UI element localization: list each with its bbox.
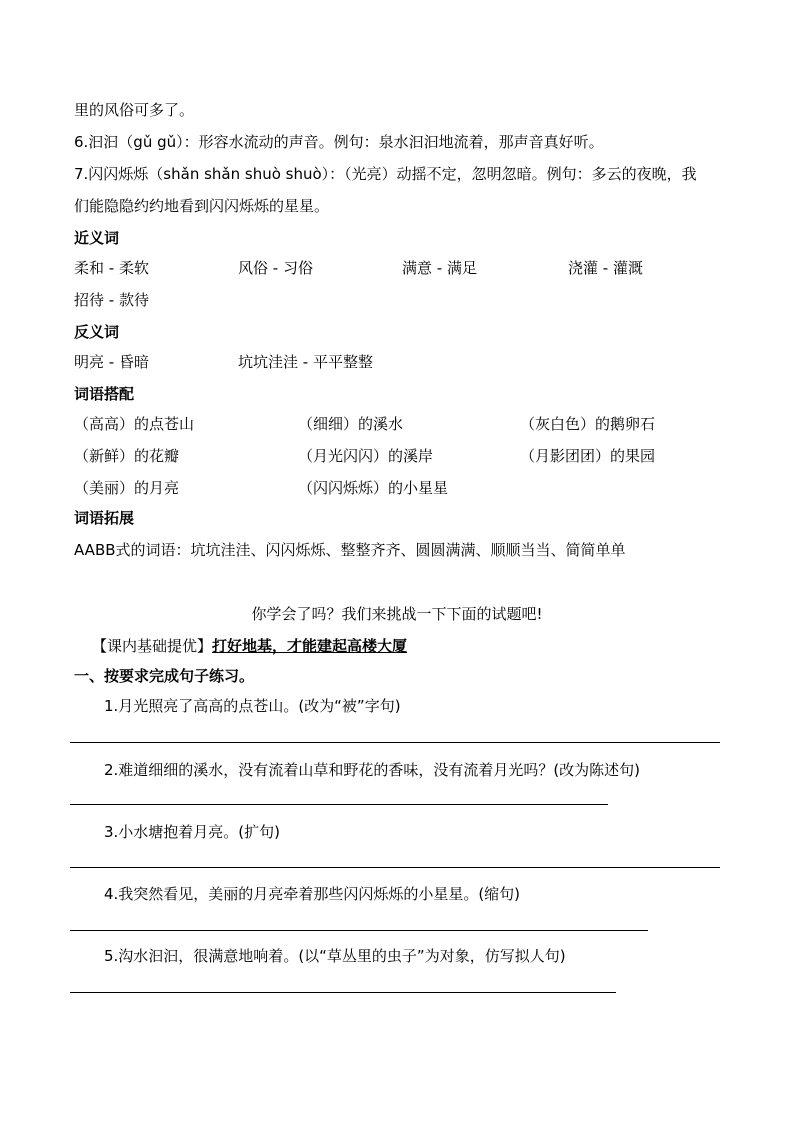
synonym-pair: 风俗 - 习俗 xyxy=(238,259,313,277)
question-2: 2.难道细细的溪水，没有流着山草和野花的香味，没有流着月光吗？(改为陈述句) xyxy=(104,761,641,779)
section-title: 打好地基，才能建起高楼大厦 xyxy=(212,637,408,655)
answer-line[interactable] xyxy=(70,867,720,868)
collocations-heading: 词语搭配 xyxy=(74,385,135,403)
extension-line: AABB式的词语：坑坑洼洼、闪闪烁烁、整整齐齐、圆圆满满、顺顺当当、简简单单 xyxy=(74,541,626,559)
answer-line[interactable] xyxy=(70,992,616,993)
antonym-pair: 坑坑洼洼 - 平平整整 xyxy=(238,353,373,371)
definition-item-7-line1: 7.闪闪烁烁（shǎn shǎn shuò shuò）：（光亮）动摇不定，忽明忽暗。例句：多云的夜晚，我 xyxy=(74,165,697,183)
collocation-item: （灰白色）的鹅卵石 xyxy=(520,415,656,433)
extension-heading: 词语拓展 xyxy=(74,509,135,527)
synonym-pair: 满意 - 满足 xyxy=(402,259,477,277)
synonym-pair: 浇灌 - 灌溉 xyxy=(568,259,643,277)
collocation-item: （月影团团）的果园 xyxy=(520,447,656,465)
question-5: 5.沟水汩汩，很满意地响着。(以“草丛里的虫子”为对象，仿写拟人句) xyxy=(104,947,566,965)
collocation-item: （闪闪烁烁）的小星星 xyxy=(298,479,449,497)
collocation-item: （美丽）的月亮 xyxy=(74,479,180,497)
section-heading xyxy=(92,636,407,656)
definition-item-6: 6.汩汩（gǔ gǔ）：形容水流动的声音。例句：泉水汩汩地流着，那声音真好听。 xyxy=(74,133,604,151)
question-1: 1.月光照亮了高高的点苍山。(改为“被”字句) xyxy=(104,697,401,715)
antonym-pair: 明亮 - 昏暗 xyxy=(74,353,149,371)
question-4: 4.我突然看见，美丽的月亮牵着那些闪闪烁烁的小星星。(缩句) xyxy=(104,885,521,903)
challenge-intro: 你学会了吗？我们来挑战一下下面的试题吧! xyxy=(251,605,543,623)
definition-continuation: 里的风俗可多了。 xyxy=(74,101,195,119)
answer-line[interactable] xyxy=(70,804,608,805)
collocation-item: （高高）的点苍山 xyxy=(74,415,195,433)
antonyms-heading: 反义词 xyxy=(74,323,120,341)
question-3: 3.小水塘抱着月亮。(扩句) xyxy=(104,823,281,841)
definition-item-7-line2: 们能隐隐约约地看到闪闪烁烁的星星。 xyxy=(74,197,330,215)
section-bracket-label: 【课内基础提优】 xyxy=(92,637,213,655)
part-heading: 一、按要求完成句子练习。 xyxy=(74,667,255,685)
synonyms-heading: 近义词 xyxy=(74,229,120,247)
collocation-item: （月光闪闪）的溪岸 xyxy=(298,447,434,465)
answer-line[interactable] xyxy=(70,742,720,743)
collocation-item: （新鲜）的花瓣 xyxy=(74,447,180,465)
synonym-pair: 招待 - 款待 xyxy=(74,291,149,309)
collocation-item: （细细）的溪水 xyxy=(298,415,404,433)
synonym-pair: 柔和 - 柔软 xyxy=(74,259,149,277)
answer-line[interactable] xyxy=(70,930,648,931)
